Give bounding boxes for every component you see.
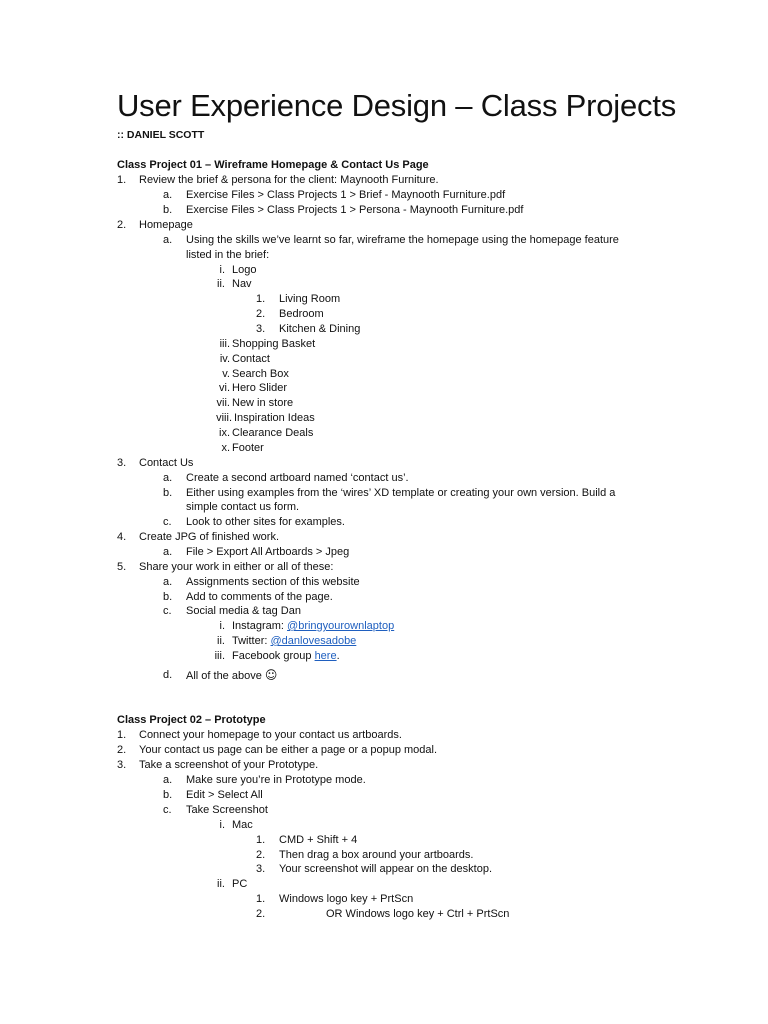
list-marker: iii. (219, 338, 230, 350)
list-marker: 1. (256, 293, 266, 305)
list-marker: 3. (256, 863, 266, 875)
list-item-i5b (0, 591, 768, 605)
list-item-i5c (0, 605, 768, 619)
list-marker: x. (221, 442, 230, 454)
list-item-p1 (0, 729, 768, 743)
list-item-m1 (0, 834, 768, 848)
link-label: Twitter: (232, 635, 271, 647)
list-item-r9 (0, 427, 768, 441)
list-item-text: Take Screenshot (186, 804, 268, 816)
list-marker: vii. (216, 397, 230, 409)
list-marker: 2. (117, 744, 127, 756)
list-item-text (232, 635, 356, 648)
list-marker: 4. (117, 531, 127, 543)
list-marker: d. (163, 669, 173, 681)
list-marker: c. (163, 516, 172, 528)
list-item-w2 (0, 908, 768, 922)
list-item-r3 (0, 338, 768, 352)
list-item-text: Nav (232, 278, 252, 290)
list-marker: 2. (256, 308, 266, 320)
list-item-i5a (0, 576, 768, 590)
section-heading-text: Class Project 01 – Wireframe Homepage & Contact Us Page (117, 159, 429, 171)
list-item-p3 (0, 759, 768, 773)
list-item-text: listed in the brief: (186, 249, 270, 261)
smiley-icon: ☺ (264, 668, 278, 682)
list-item-text: Create a second artboard named ‘contact us’. (186, 472, 409, 484)
list-item-text: Bedroom (279, 308, 324, 320)
list-item-label: All of the above (186, 670, 265, 682)
list-item-pc (0, 878, 768, 892)
list-item-text (186, 669, 277, 683)
list-marker: 3. (117, 759, 127, 771)
author-line: :: DANIEL SCOTT (117, 129, 205, 141)
section-heading (0, 714, 768, 728)
list-marker: i. (219, 264, 225, 276)
list-marker: 2. (256, 849, 266, 861)
list-marker: i. (219, 620, 225, 632)
list-item-text: Shopping Basket (232, 338, 316, 350)
list-marker: 2. (256, 908, 266, 920)
list-item-n3 (0, 323, 768, 337)
list-item-i3c (0, 516, 768, 530)
list-item-text: New in store (232, 397, 294, 409)
list-item-text: Look to other sites for examples. (186, 516, 345, 528)
list-item-s1 (0, 620, 768, 634)
list-item-r2 (0, 278, 768, 292)
list-item-text: Homepage (139, 219, 193, 231)
list-marker: 3. (256, 323, 266, 335)
link-suffix: . (336, 650, 340, 662)
list-marker: 1. (117, 729, 127, 741)
social-link[interactable]: @danlovesadobe (270, 635, 357, 647)
list-item-r7 (0, 397, 768, 411)
list-marker: c. (163, 804, 172, 816)
list-marker: 5. (117, 561, 127, 573)
list-item-text: Social media & tag Dan (186, 605, 301, 617)
list-item-n2 (0, 308, 768, 322)
list-item-text: Add to comments of the page. (186, 591, 333, 603)
list-item-r10 (0, 442, 768, 456)
list-item-text: Exercise Files > Class Projects 1 > Persona - Maynooth Furniture.pdf (186, 204, 524, 216)
list-item-mac (0, 819, 768, 833)
list-marker: b. (163, 789, 173, 801)
list-marker: ii. (217, 635, 225, 647)
list-item-text: Exercise Files > Class Projects 1 > Brief - Maynooth Furniture.pdf (186, 189, 506, 201)
section-heading-text: Class Project 02 – Prototype (117, 714, 266, 726)
list-item-i1b (0, 204, 768, 218)
list-item-i1 (0, 174, 768, 188)
list-marker: v. (222, 368, 230, 380)
list-item-text: Your contact us page can be either a page or a popup modal. (139, 744, 438, 756)
section-heading (0, 159, 768, 173)
list-marker: viii. (216, 412, 232, 424)
list-item-text: Hero Slider (232, 382, 288, 394)
list-item-text: Take a screenshot of your Prototype. (139, 759, 319, 771)
list-marker: b. (163, 487, 173, 499)
list-item-text: Make sure you’re in Prototype mode. (186, 774, 366, 786)
list-marker: c. (163, 605, 172, 617)
list-marker: ix. (219, 427, 230, 439)
list-item-p3a (0, 774, 768, 788)
list-marker: a. (163, 546, 173, 558)
list-item-text: Search Box (232, 368, 289, 380)
list-marker: iii. (214, 650, 225, 662)
list-item-p2 (0, 744, 768, 758)
list-item-i5d (0, 669, 768, 683)
link-label: Facebook group (232, 650, 315, 662)
list-item-text: Create JPG of finished work. (139, 531, 280, 543)
list-item-r8 (0, 412, 768, 426)
list-item-i4a (0, 546, 768, 560)
list-item-text (232, 620, 394, 633)
list-item-text: Contact (232, 353, 270, 365)
list-item-text: Then drag a box around your artboards. (279, 849, 474, 861)
list-item-i3b (0, 487, 768, 501)
list-item-r1 (0, 264, 768, 278)
list-marker: b. (163, 591, 173, 603)
list-item-i4 (0, 531, 768, 545)
list-marker: 1. (117, 174, 127, 186)
list-item-text: CMD + Shift + 4 (279, 834, 358, 846)
list-item-text: Using the skills we’ve learnt so far, wireframe the homepage using the homepage feature (186, 234, 619, 246)
list-item-text: PC (232, 878, 248, 890)
list-item-i2 (0, 219, 768, 233)
list-item-text: Either using examples from the ‘wires’ XD template or creating your own version. Build a (186, 487, 616, 499)
list-item-i3a (0, 472, 768, 486)
list-marker: a. (163, 234, 173, 246)
list-item-text: simple contact us form. (186, 501, 300, 513)
list-marker: i. (219, 819, 225, 831)
list-item-i3 (0, 457, 768, 471)
list-item-r6 (0, 382, 768, 396)
list-marker: 2. (117, 219, 127, 231)
list-item-text: Clearance Deals (232, 427, 314, 439)
list-item-text: Connect your homepage to your contact us artboards. (139, 729, 402, 741)
list-item-text (232, 650, 340, 663)
list-marker: a. (163, 189, 173, 201)
list-item-text: Living Room (279, 293, 341, 305)
list-marker: ii. (217, 278, 225, 290)
list-item-r5 (0, 368, 768, 382)
list-item-p3b (0, 789, 768, 803)
list-item-text: Logo (232, 264, 257, 276)
list-marker: a. (163, 472, 173, 484)
list-item-text: Inspiration Ideas (234, 412, 315, 424)
list-item-text: Share your work in either or all of these: (139, 561, 334, 573)
list-item-m2 (0, 849, 768, 863)
list-item-i1a (0, 189, 768, 203)
list-item-text: Edit > Select All (186, 789, 263, 801)
list-item-r4 (0, 353, 768, 367)
list-item-s2 (0, 635, 768, 649)
list-marker: vi. (219, 382, 230, 394)
list-item-text: Review the brief & persona for the client: Maynooth Furniture. (139, 174, 439, 186)
list-marker: 3. (117, 457, 127, 469)
list-item-m3 (0, 863, 768, 877)
list-item-i2a (0, 234, 768, 248)
list-item-p3c (0, 804, 768, 818)
list-item-n1 (0, 293, 768, 307)
list-item-text: Windows logo key + PrtScn (279, 893, 414, 905)
social-link[interactable]: here (314, 650, 337, 662)
list-marker: 1. (256, 893, 266, 905)
list-item-w1 (0, 893, 768, 907)
list-item-i5 (0, 561, 768, 575)
list-marker: a. (163, 576, 173, 588)
list-item-text: Contact Us (139, 457, 194, 469)
list-item-s3 (0, 650, 768, 664)
list-marker: ii. (217, 878, 225, 890)
list-item-text: OR Windows logo key + Ctrl + PrtScn (326, 908, 510, 920)
list-item-text: File > Export All Artboards > Jpeg (186, 546, 350, 558)
link-label: Instagram: (232, 620, 288, 632)
list-item-i2a_cont (0, 249, 768, 263)
list-marker: iv. (219, 353, 230, 365)
list-marker: b. (163, 204, 173, 216)
list-item-text: Footer (232, 442, 264, 454)
social-link[interactable]: @bringyourownlaptop (287, 620, 395, 632)
list-marker: a. (163, 774, 173, 786)
list-item-i3b_cont (0, 501, 768, 515)
list-item-text: Assignments section of this website (186, 576, 360, 588)
list-marker: 1. (256, 834, 266, 846)
list-item-text: Your screenshot will appear on the desktop. (279, 863, 493, 875)
list-item-text: Kitchen & Dining (279, 323, 361, 335)
list-item-text: Mac (232, 819, 253, 831)
document-title: User Experience Design – Class Projects (117, 88, 677, 123)
